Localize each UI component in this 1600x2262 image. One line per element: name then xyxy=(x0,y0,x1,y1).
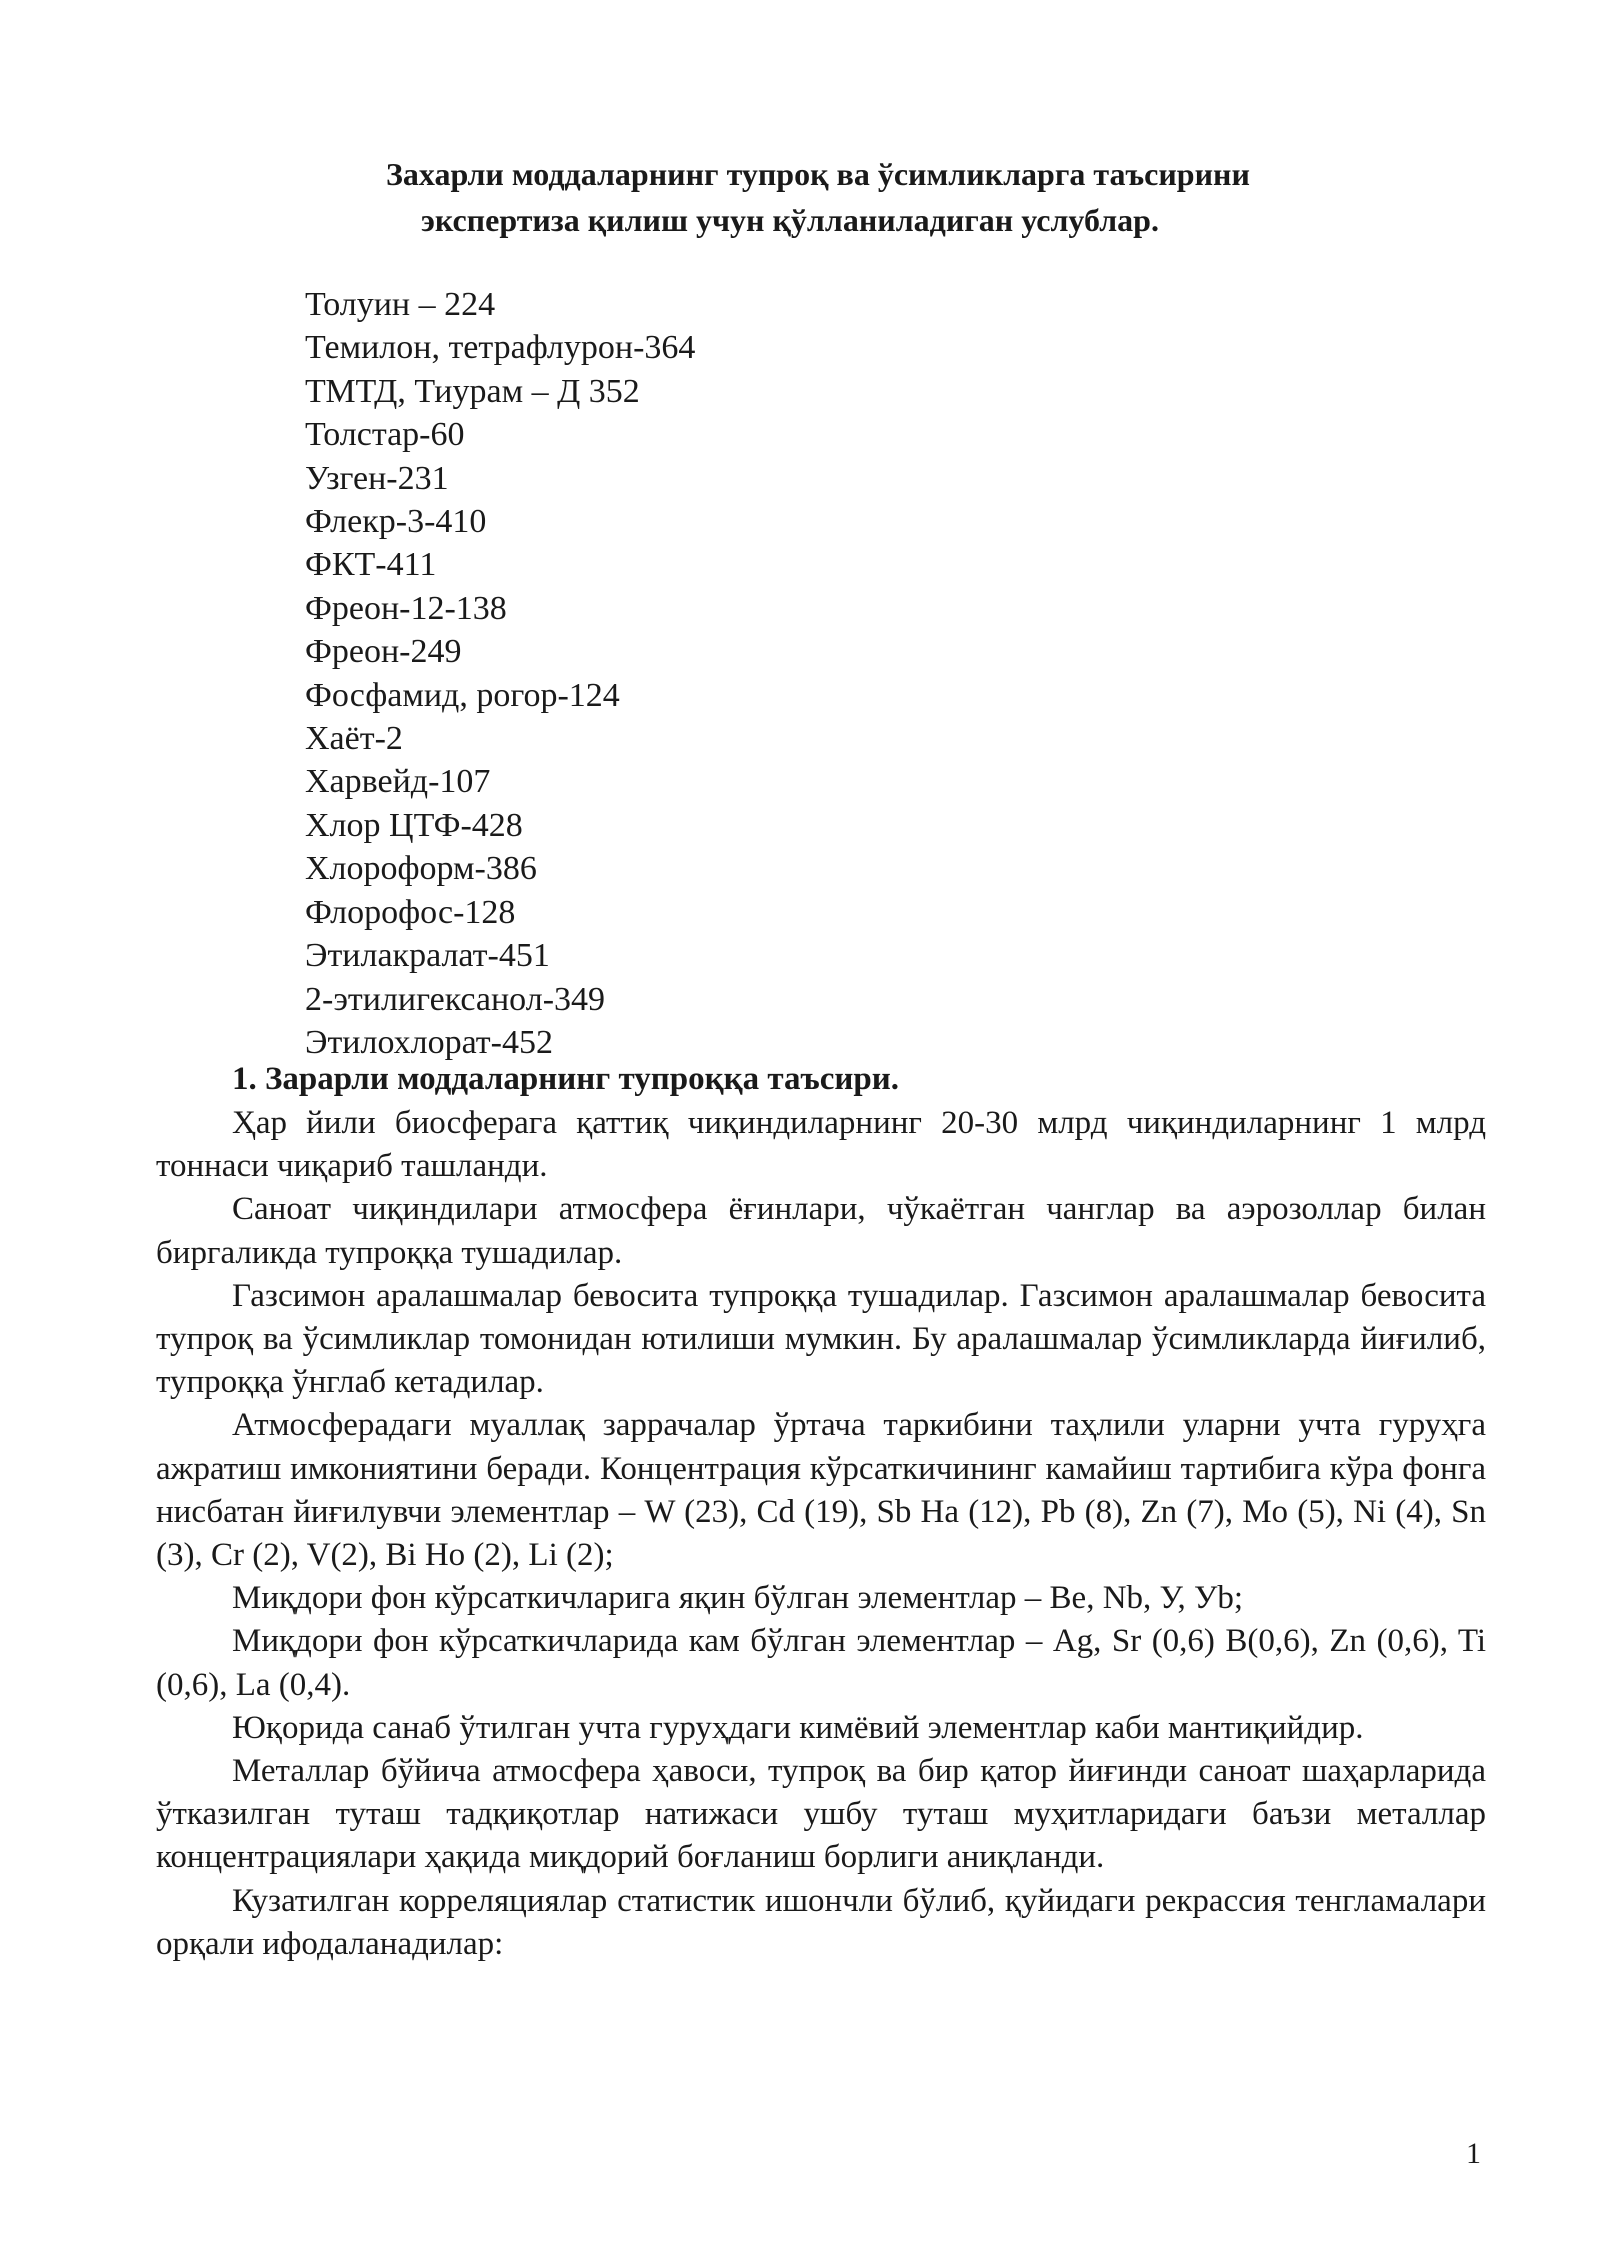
section-heading: 1. Зарарли моддаларнинг тупроққа таъсири. xyxy=(232,1061,900,1097)
substance-item: 2-этилигексанол-349 xyxy=(305,980,606,1018)
paragraph: Ҳар йили биосферага қаттиқ чиқиндиларнинг 20-30 млрд чиқиндиларнинг 1 млрд тоннаси чиқариб ташланди. xyxy=(156,1105,1486,1185)
substance-item: Толуин – 224 xyxy=(305,286,496,323)
substance-item: Флорофос-128 xyxy=(305,893,516,931)
paragraph: Кузатилган корреляциялар статистик ишончли бўлиб, қуйидаги рекрассия тенгламалари орқали ифодаланадилар: xyxy=(156,1882,1486,1962)
substance-item: Фреон-12-138 xyxy=(305,589,507,627)
document-body xyxy=(156,1102,1486,1966)
substance-item: Этилакралат-451 xyxy=(305,937,550,975)
paragraph: Металлар бўйича атмосфера ҳавоси, тупроқ ва бир қатор йиғинди саноат шаҳарларида ўтказилган туташ тадқиқотлар натижаси ушбу туташ муҳитларидаги баъзи металлар концентрациялари ҳақида миқдорий боғланиш борлиги аниқланди. xyxy=(156,1753,1486,1876)
paragraph: Саноат чиқиндилари атмосфера ёғинлари, чўкаётган чанглар ва аэрозоллар билан биргаликда тупроққа тушадилар. xyxy=(156,1191,1486,1271)
substance-item: ФКТ-411 xyxy=(305,546,437,584)
substance-item: Фосфамид, рогор-124 xyxy=(305,676,620,714)
paragraph: Миқдори фон кўрсаткичларида кам бўлган элементлар – Ag, Sr (0,6) B(0,6), Zn (0,6), Ti (0,6), La (0,4). xyxy=(156,1623,1486,1703)
substance-item: Толстар-60 xyxy=(305,416,465,454)
paragraph: Миқдори фон кўрсаткичларига яқин бўлган элементлар – Be, Nb, У, Уb; xyxy=(232,1580,1244,1617)
paragraph: Юқорида санаб ўтилган учта гуруҳдаги кимёвий элементлар каби мантиқийдир. xyxy=(232,1709,1364,1746)
substance-item: ТМТД, Тиурам – Д 352 xyxy=(305,372,640,410)
substance-list xyxy=(305,283,695,1064)
document-title-line-1: Захарли моддаларнинг тупроқ ва ўсимликларга таъсирини xyxy=(386,156,1250,192)
paragraph: Газсимон аралашмалар бевосита тупроққа тушадилар. Газсимон аралашмалар бевосита тупроқ ва ўсимликлар томонидан ютилиши мумкин. Бу аралашмалар ўсимликларда йиғилиб, тупроққа ўнглаб кетадилар. xyxy=(156,1277,1486,1401)
substance-item: Этилохлорат-452 xyxy=(305,1023,553,1061)
substance-item: Флекр-3-410 xyxy=(305,503,487,541)
substance-item: Харвейд-107 xyxy=(305,763,491,801)
page-number: 1 xyxy=(1466,2137,1481,2170)
substance-item: Хлороформ-386 xyxy=(305,850,537,888)
substance-item: Хлор ЦТФ-428 xyxy=(305,806,523,844)
substance-item: Фреон-249 xyxy=(305,633,462,671)
substance-item: Хаёт-2 xyxy=(305,720,403,758)
substance-item: Узген-231 xyxy=(305,459,449,497)
document-title-line-2: экспертиза қилиш учун қўлланиладиган услублар. xyxy=(421,202,1159,238)
substance-item: Темилон, тетрафлурон-364 xyxy=(305,329,696,367)
paragraph: Атмосферадаги муаллақ заррачалар ўртача таркибини таҳлили уларни учта гуруҳга ажратиш имкониятини беради. Концентрация кўрсаткичининг камайиш тартибига кўра фонга нисбатан йиғилувчи элементлар – W (23), Cd (19), Sb Ha (12), Pb (8), Zn (7), Mo (5), Ni (4), Sn (3), Cr (2), V(2), Bi Ho (2), Li (2); xyxy=(156,1407,1486,1574)
